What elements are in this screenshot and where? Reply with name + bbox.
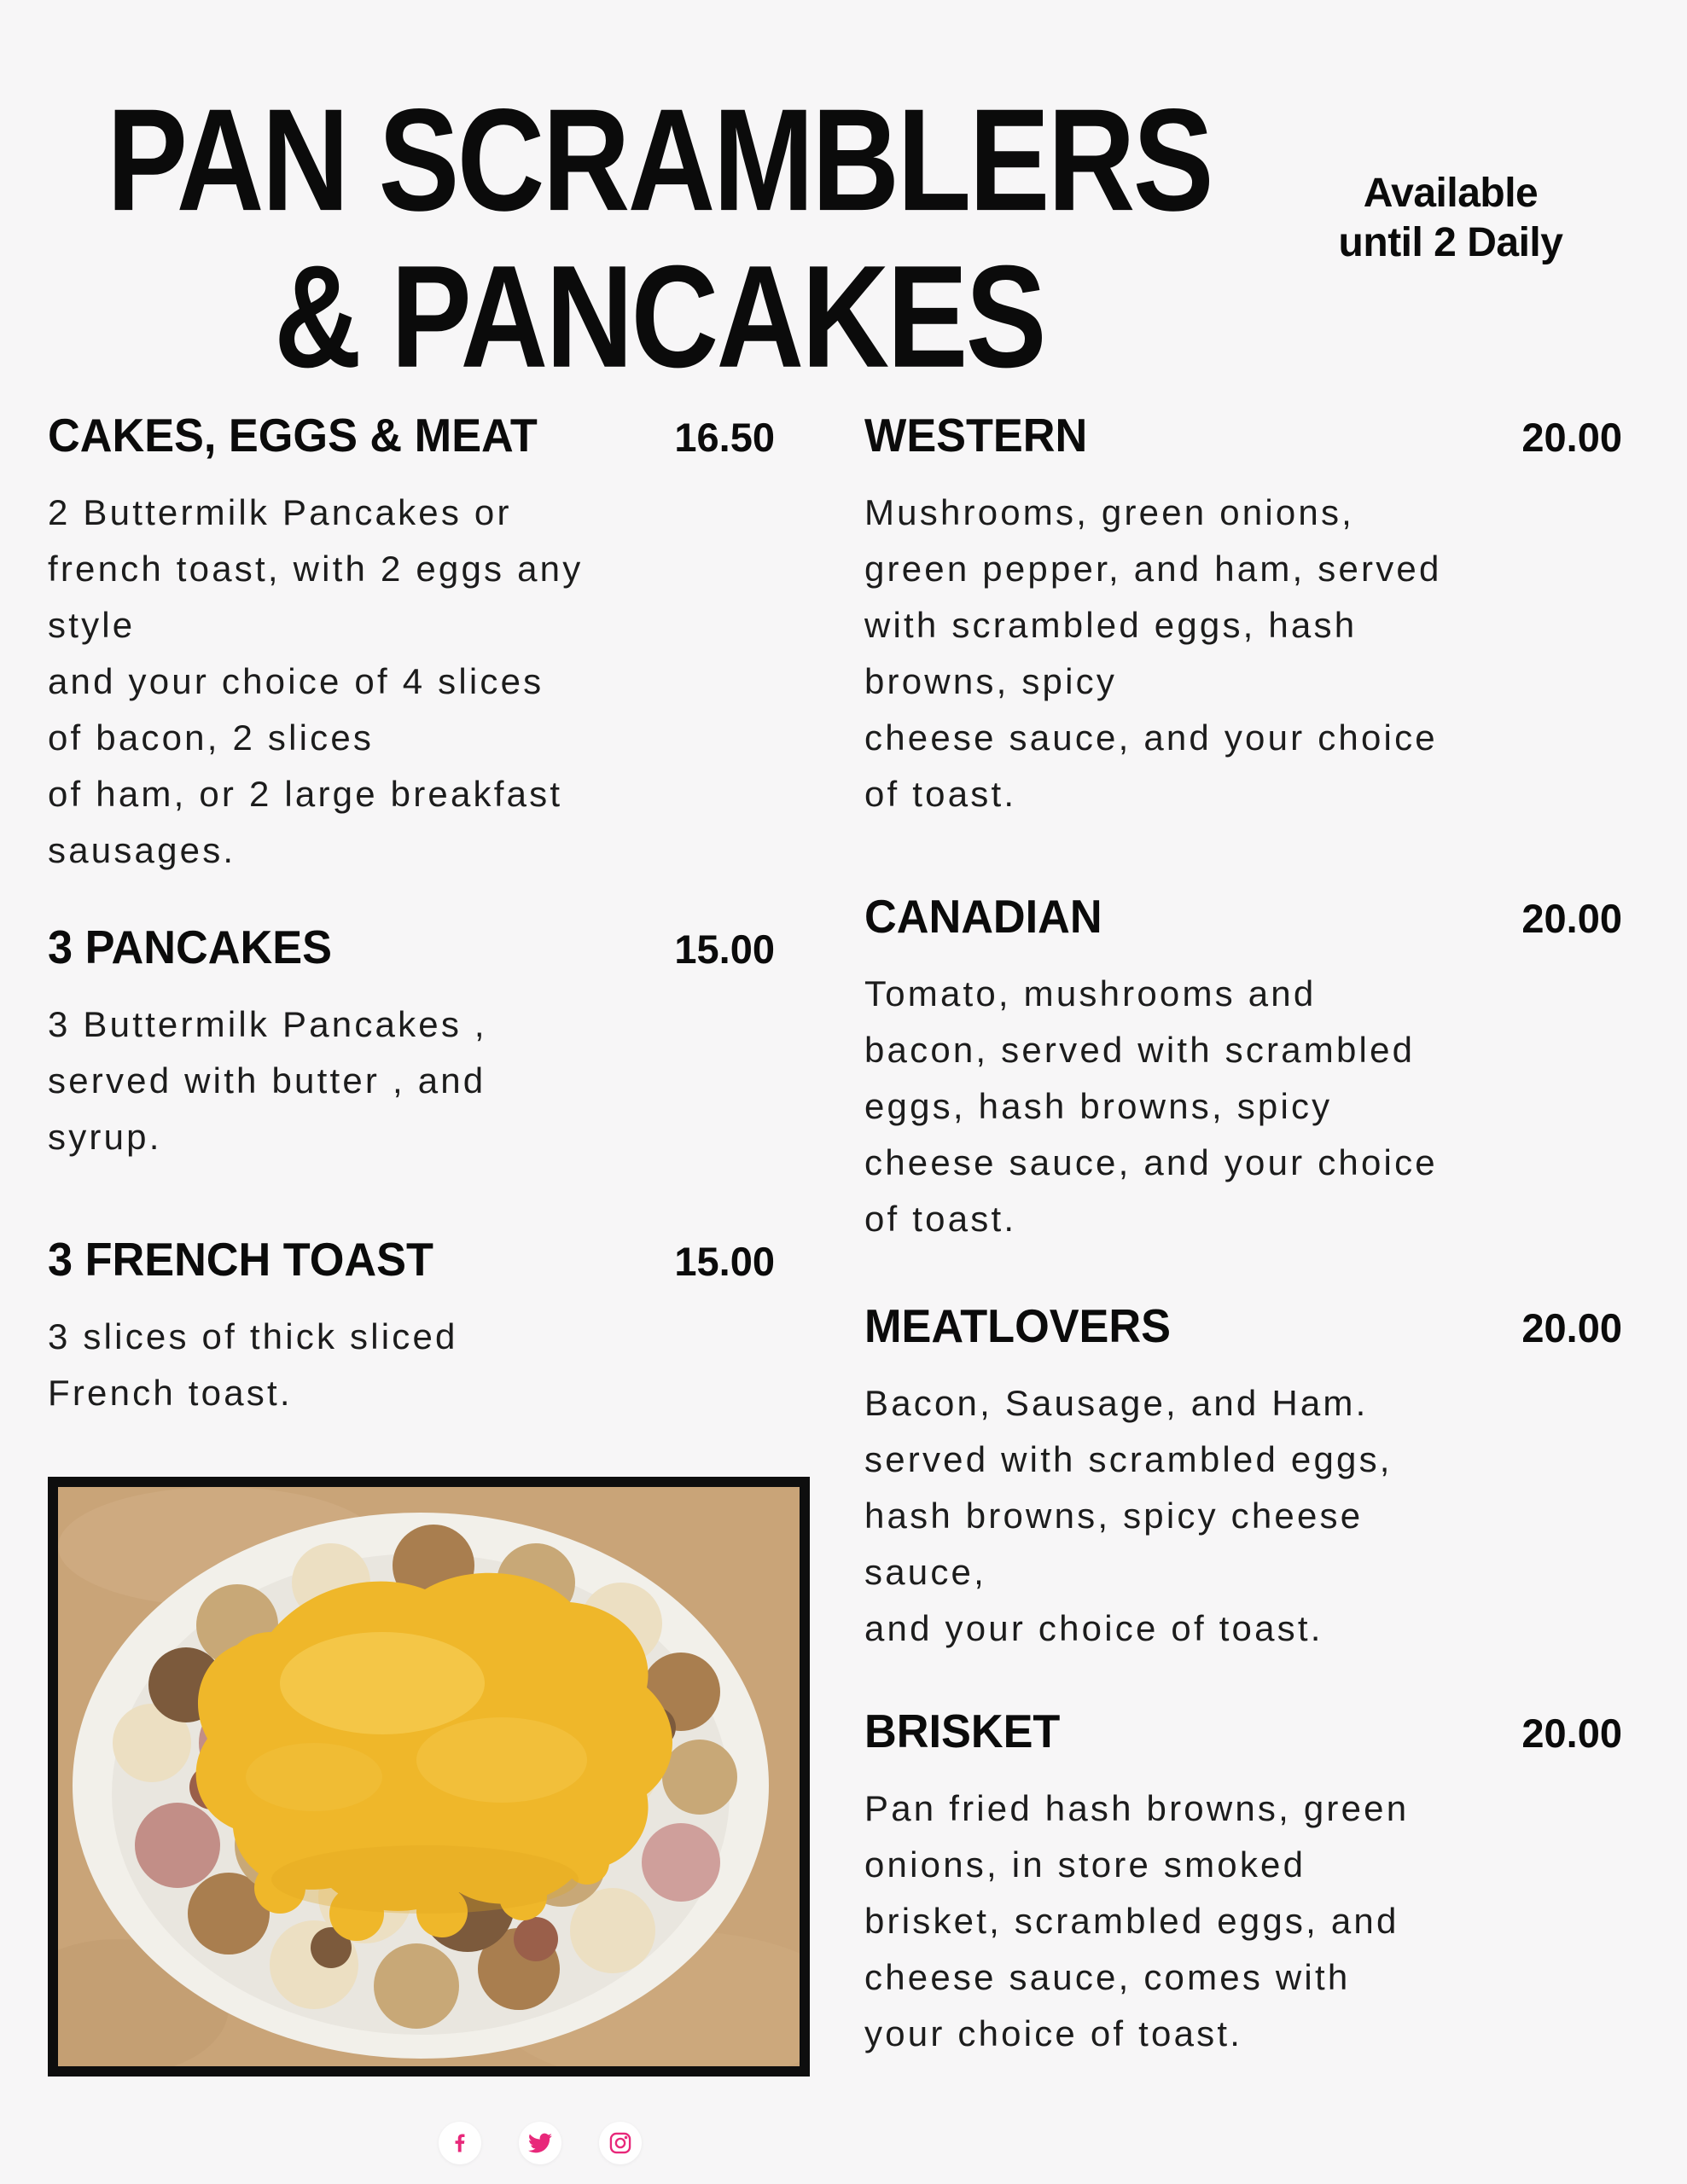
facebook-button[interactable]	[439, 2122, 481, 2164]
description-line: served with scrambled eggs,	[864, 1439, 1393, 1479]
item-description	[48, 996, 775, 1165]
description-line: browns, spicy	[864, 661, 1118, 701]
social-links	[439, 2122, 642, 2164]
description-line: with scrambled eggs, hash	[864, 605, 1358, 645]
description-line: and your choice of 4 slices	[48, 661, 544, 701]
twitter-icon	[528, 2131, 552, 2155]
description-line: of toast.	[864, 1199, 1017, 1239]
item-price: 15.00	[674, 1239, 775, 1284]
item-price: 16.50	[674, 415, 775, 460]
instagram-button[interactable]	[599, 2122, 642, 2164]
availability-note	[1306, 169, 1596, 268]
description-line: onions, in store smoked	[864, 1844, 1306, 1885]
menu-item-3-french-toast	[48, 1232, 775, 1421]
item-name: CANADIAN	[864, 890, 1102, 943]
menu-item-head	[864, 408, 1622, 462]
description-line: french toast, with 2 eggs any	[48, 549, 584, 589]
item-description	[864, 966, 1622, 1247]
description-line: cheese sauce, and your choice	[864, 1142, 1438, 1182]
description-line: 2 Buttermilk Pancakes or	[48, 492, 512, 532]
item-name: BRISKET	[864, 1705, 1061, 1757]
description-line: style	[48, 605, 136, 645]
description-line: cheese sauce, and your choice	[864, 717, 1438, 758]
item-price: 20.00	[1521, 415, 1622, 460]
description-line: eggs, hash browns, spicy	[864, 1086, 1333, 1126]
menu-item-head	[48, 1232, 775, 1287]
menu-item-head	[864, 889, 1622, 944]
item-price: 15.00	[674, 926, 775, 972]
item-description	[48, 485, 775, 879]
description-line: sauce,	[864, 1552, 986, 1592]
description-line: of bacon, 2 slices	[48, 717, 375, 758]
instagram-icon	[608, 2131, 632, 2155]
page-title-line1: PAN SCRAMBLERS	[107, 78, 1212, 241]
description-line: your choice of toast.	[864, 2013, 1243, 2053]
description-line: and your choice of toast.	[864, 1608, 1323, 1648]
description-line: cheese sauce, comes with	[864, 1957, 1351, 1997]
item-description	[864, 1780, 1622, 2062]
description-line: 3 slices of thick sliced	[48, 1316, 458, 1356]
description-line: of toast.	[864, 774, 1017, 814]
facebook-icon	[448, 2131, 472, 2155]
item-description	[48, 1309, 775, 1421]
menu-column-right	[864, 408, 1622, 2062]
menu-item-head	[48, 920, 775, 974]
item-name: CAKES, EGGS & MEAT	[48, 409, 538, 462]
menu-item-brisket	[864, 1704, 1622, 2062]
description-line: French toast.	[48, 1373, 293, 1413]
item-name: 3 FRENCH TOAST	[48, 1233, 433, 1286]
menu-item-head	[48, 408, 775, 462]
description-line: served with butter , and	[48, 1060, 486, 1101]
menu-item-meatlovers	[864, 1298, 1622, 1657]
page-title	[66, 78, 1253, 398]
food-photo-illustration	[58, 1487, 800, 2066]
description-line: hash browns, spicy cheese	[864, 1496, 1364, 1536]
description-line: syrup.	[48, 1117, 162, 1157]
food-photo	[48, 1477, 810, 2077]
page-title-line2: & PANCAKES	[274, 235, 1044, 398]
menu-item-3-pancakes	[48, 920, 775, 1165]
menu-item-western	[864, 408, 1622, 822]
description-line: sausages.	[48, 830, 236, 870]
menu-item-head	[864, 1298, 1622, 1353]
description-line: bacon, served with scrambled	[864, 1030, 1416, 1070]
menu-item-cakes-eggs-meat	[48, 408, 775, 879]
menu-column-left	[48, 408, 775, 2077]
description-line: Bacon, Sausage, and Ham.	[864, 1383, 1369, 1423]
item-name: MEATLOVERS	[864, 1299, 1171, 1352]
menu-item-head	[864, 1704, 1622, 1758]
availability-line2: until 2 Daily	[1338, 220, 1563, 265]
menu-item-canadian	[864, 889, 1622, 1247]
item-price: 20.00	[1521, 896, 1622, 941]
description-line: 3 Buttermilk Pancakes ,	[48, 1004, 487, 1044]
description-line: Mushrooms, green onions,	[864, 492, 1355, 532]
description-line: green pepper, and ham, served	[864, 549, 1442, 589]
availability-line1: Available	[1363, 171, 1539, 216]
item-description	[864, 1375, 1622, 1657]
item-name: 3 PANCAKES	[48, 921, 332, 973]
item-description	[864, 485, 1622, 822]
description-line: of ham, or 2 large breakfast	[48, 774, 563, 814]
item-price: 20.00	[1521, 1305, 1622, 1350]
item-name: WESTERN	[864, 409, 1088, 462]
item-price: 20.00	[1521, 1711, 1622, 1756]
description-line: brisket, scrambled eggs, and	[864, 1901, 1399, 1941]
twitter-button[interactable]	[519, 2122, 561, 2164]
description-line: Pan fried hash browns, green	[864, 1788, 1410, 1828]
description-line: Tomato, mushrooms and	[864, 973, 1317, 1014]
